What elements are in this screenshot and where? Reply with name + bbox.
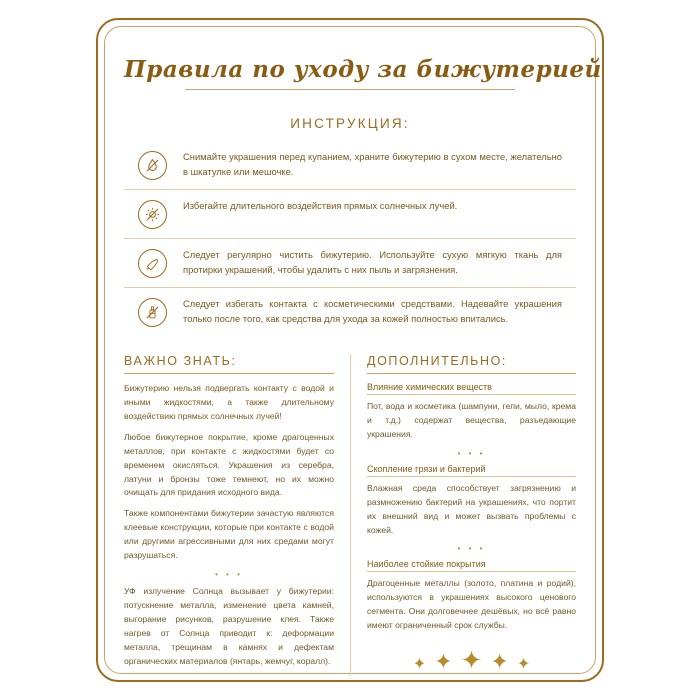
additional-block — [367, 559, 576, 633]
paragraph: Драгоценные металлы (золото, платина и родий), используются в украшениях высокого ценового сегмента. Они долговечнее дешёвых, но всё равно имеют ограниченный срок службы. — [367, 578, 576, 631]
columns-wrapper — [124, 354, 576, 676]
stars-decoration — [367, 645, 576, 676]
paragraph: Любое бижутерное покрытие, кроме драгоценных металлов, при контакте с жидкостями будет со временем окисляться. Украшения из серебра, латуни и бронзы тоже темнеют, но их можно очищать для придания исходного вида. — [124, 431, 334, 498]
title-divider — [185, 89, 515, 90]
instruction-text: Снимайте украшения перед купанием, храните бижутерию в сухом месте, желательно в шкатулке или мешочке. — [183, 151, 562, 177]
cosmetics-bottle-no-icon — [138, 298, 167, 327]
block-divider — [367, 571, 576, 572]
additional-divider — [367, 373, 576, 374]
column-important — [124, 354, 350, 676]
instruction-list — [124, 141, 576, 336]
star-icon: ✦ — [490, 649, 509, 675]
block-title: Наиболее стойкие покрытия — [367, 559, 486, 570]
star-icon: ✦ — [412, 656, 427, 674]
column-additional — [350, 354, 576, 676]
paragraph: Также компонентами бижутерии зачастую являются клеевые конструкции, которые при контакте с водой или другими агрессивными для них средами могут разрушаться. — [124, 508, 334, 561]
instruction-text: Избегайте длительного воздействия прямых солнечных лучей. — [183, 200, 458, 211]
paragraph: УФ излучение Солнца вызывает у бижутерии: потускнение металла, изменение цвета камней, выгорание рисунков, разрушение клея. Также нагрев от Солнца приводит к: деформации металла, трещинам в камнях и дефектам органических материалов (янтарь, жемчуг, коралл). — [124, 586, 334, 666]
divider-dots: • • • — [215, 570, 243, 580]
block-divider — [367, 476, 576, 477]
important-heading: ВАЖНО ЗНАТЬ: — [124, 354, 237, 368]
list-item — [124, 190, 576, 239]
star-icon: ✦ — [516, 656, 531, 674]
block-title: Скопление грязи и бактерий — [367, 463, 486, 474]
instruction-heading: ИНСТРУКЦИЯ: — [290, 116, 410, 131]
additional-block — [367, 382, 576, 442]
divider-dots: • • • — [457, 544, 486, 554]
list-item — [124, 141, 576, 190]
divider-dots: • • • — [457, 448, 486, 458]
star-icon: ✦ — [460, 645, 483, 676]
paragraph: Бижутерию нельзя подвергать контакту с водой и иными жидкостями, а также длительному воздействию прямых солнечных лучей! — [124, 383, 334, 421]
cloth-wipe-icon — [138, 249, 167, 278]
paragraph: Пот, вода и косметика (шампуни, гели, мыло, крема и т.д.) содержат вещества, разъедающие украшения. — [367, 401, 576, 439]
card-content — [124, 40, 602, 676]
instruction-text: Следует избегать контакта с косметическими средствами. Надевайте украшения только после того, как средства для ухода за кожей полностью впитались. — [183, 298, 562, 324]
list-item — [124, 239, 576, 288]
instruction-text: Следует регулярно чистить бижутерию. Используйте сухую мягкую ткань для протирки украшений, чтобы удалить с них пыль и загрязнения. — [183, 249, 562, 275]
page-title: Правила по уходу за бижутерией — [124, 56, 602, 83]
water-drop-no-icon — [138, 151, 167, 180]
care-instructions-card — [96, 18, 604, 682]
block-title: Влияние химических веществ — [367, 382, 492, 392]
block-divider — [367, 394, 576, 395]
important-divider — [124, 373, 334, 374]
list-item — [124, 288, 576, 336]
additional-heading: ДОПОЛНИТЕЛЬНО: — [367, 354, 507, 368]
star-icon: ✦ — [434, 649, 453, 675]
sun-no-icon — [138, 200, 167, 229]
additional-block — [367, 464, 576, 538]
paragraph: Влажная среда способствует загрязнению и размножению бактерий на украшениях, что портит их внешний вид и может вызвать проблемы с кожей. — [367, 482, 576, 535]
